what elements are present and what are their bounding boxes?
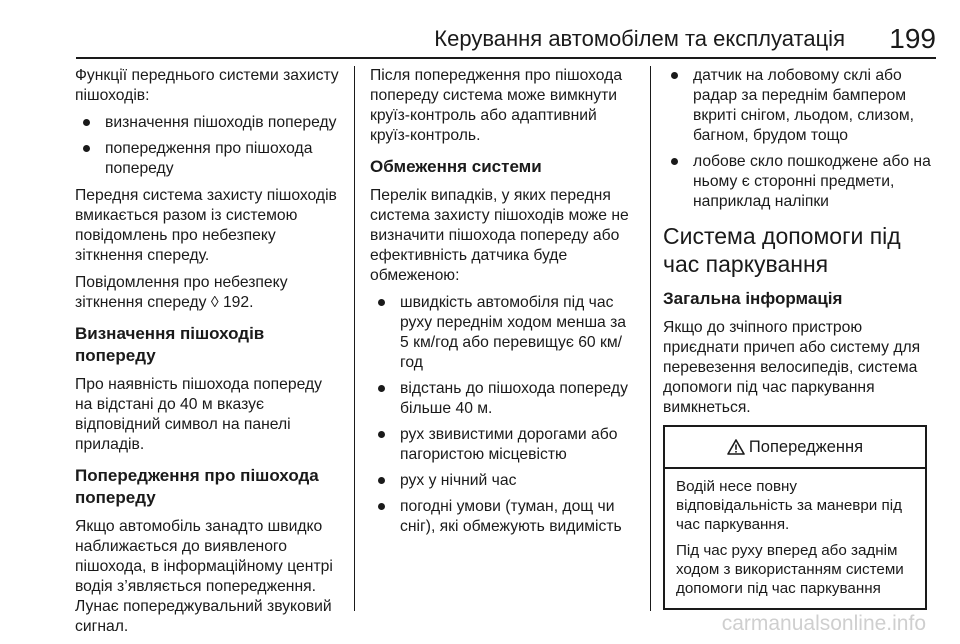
warning-text: Під час руху вперед або заднім ходом з використанням системи допомоги під час паркування (676, 542, 904, 597)
list-item: погодні умови (туман, дощ чи сніг), які обмежують видимість (370, 497, 638, 537)
section-title: Система допомоги під час паркування (663, 223, 901, 277)
reference-text: Повідомлення про небезпеку зіткнення спереду (75, 274, 288, 311)
paragraph: Якщо до зчіпного пристрою приєднати причеп або систему для перевезення велосипедів, система допомоги під час паркування вимкнеться. (663, 319, 921, 416)
list-item: лобове скло пошкоджене або на ньому є сторонні предмети, наприклад наліпки (663, 152, 931, 212)
paragraph: Про наявність пішохода попереду на відстані до 40 м вказує відповідний символ на панелі приладів. (75, 376, 322, 453)
section-heading: Визначення пішоходів попереду (75, 324, 265, 365)
header-divider (76, 57, 936, 59)
limitations-list (370, 293, 638, 537)
intro-text: Функції переднього системи захисту пішоходів: (75, 67, 339, 104)
chapter-title: Керування автомобілем та експлуатація (434, 26, 845, 51)
list-item: рух у нічний час (370, 471, 638, 491)
paragraph: Після попередження про пішохода попереду система може вимкнути круїз-контроль або адаптивний круїз-контроль. (370, 67, 623, 144)
paragraph: Передня система захисту пішоходів вмикається разом із системою повідомлень про небезпеку зіткнення спереду. (75, 187, 337, 264)
column-divider-2 (650, 66, 651, 611)
page-number: 199 (889, 23, 936, 54)
column-2 (370, 66, 638, 544)
list-item: швидкість автомобіля під час руху переднім ходом менша за 5 км/год або перевищує 60 км/год (370, 293, 638, 373)
warning-header (665, 427, 925, 469)
section-heading: Попередження про пішохода попереду (75, 466, 319, 507)
subsection-heading: Загальна інформація (663, 289, 843, 308)
warning-text: Водій несе повну відповідальність за маневри під час паркування. (676, 478, 902, 533)
paragraph-with-reference (75, 273, 343, 313)
list-item: попередження про пішохода попереду (75, 139, 343, 179)
page-reference-link[interactable]: 192. (222, 294, 254, 311)
list-item: рух звивистими дорогами або пагористою місцевістю (370, 425, 638, 465)
list-item: датчик на лобовому склі або радар за переднім бампером вкриті снігом, льодом, слизом, багном, брудом тощо (663, 66, 931, 146)
section-heading: Обмеження системи (370, 157, 542, 176)
column-1 (75, 66, 343, 644)
function-list (75, 113, 343, 179)
paragraph: Перелік випадків, у яких передня система захисту пішоходів може не визначити пішохода попереду або ефективність датчика буде обмеженою: (370, 187, 629, 284)
list-item: визначення пішоходів попереду (75, 113, 343, 133)
column-3 (663, 66, 931, 610)
limitations-list-continued (663, 66, 931, 212)
paragraph: Якщо автомобіль занадто швидко наближається до виявленого пішохода, в інформаційному центрі водія з’являється попередження. Лунає попереджувальний звуковий сигнал. (75, 518, 333, 635)
page-header (0, 0, 960, 58)
page-reference-icon: ◊ (210, 294, 219, 311)
warning-triangle-icon (727, 439, 745, 455)
warning-title: Попередження (748, 438, 864, 456)
watermark: carmanualsonline.info (721, 612, 926, 635)
list-item: відстань до пішохода попереду більше 40 м. (370, 379, 638, 419)
warning-box (663, 425, 927, 610)
column-divider-1 (354, 66, 355, 611)
warning-body (665, 469, 925, 598)
